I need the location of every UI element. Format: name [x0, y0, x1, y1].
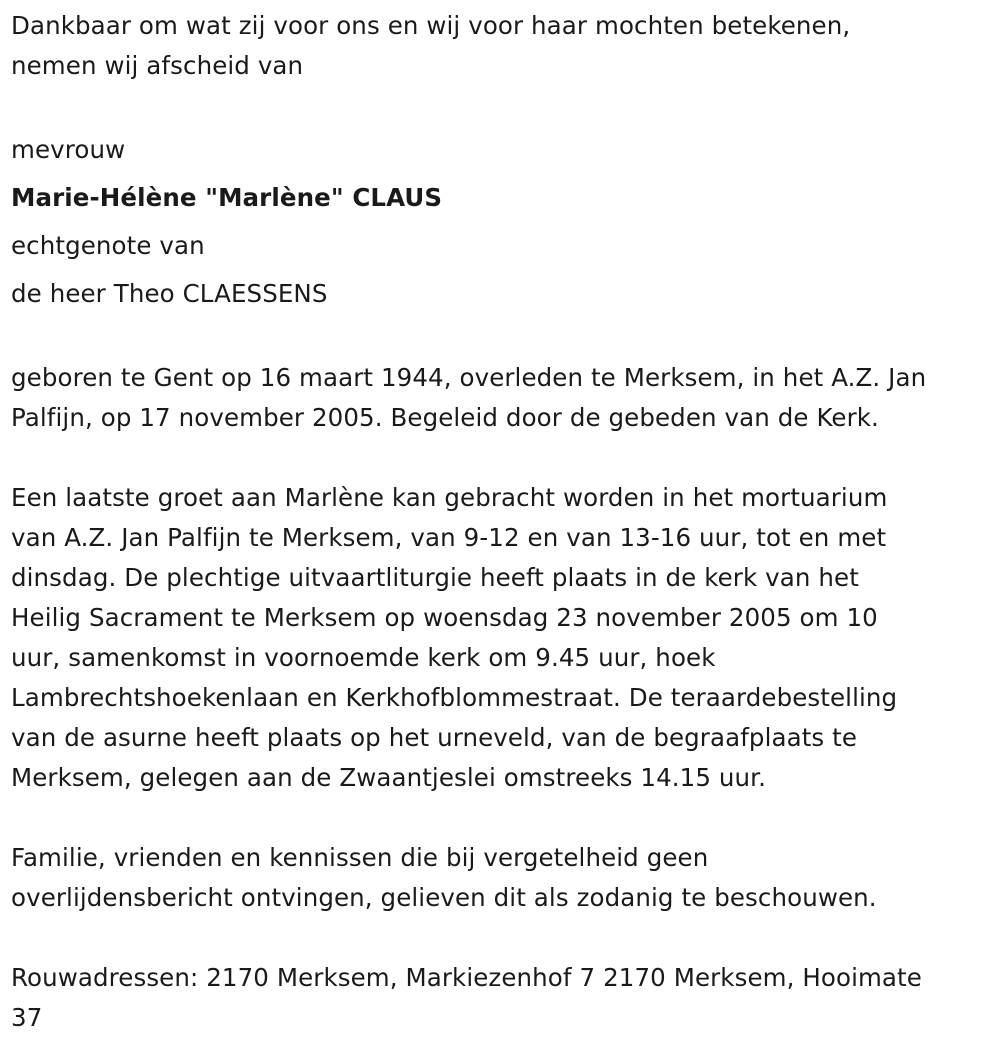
- ceremony-line: Merksem, gelegen aan de Zwaantjeslei omstreeks 14.15 uur.: [11, 763, 766, 792]
- notice-paragraph: [11, 838, 990, 918]
- ceremony-line: van A.Z. Jan Palfijn te Merksem, van 9-12 en van 13-16 uur, tot en met: [11, 523, 887, 552]
- ceremony-line: Heilig Sacrament te Merksem op woensdag 23 november 2005 om 10: [11, 603, 878, 632]
- addresses-paragraph: [11, 958, 990, 1038]
- ceremony-line: Lambrechtshoekenlaan en Kerkhofblommestraat. De teraardebestelling: [11, 683, 898, 712]
- intro-paragraph: [11, 6, 990, 86]
- ceremony-paragraph: [11, 478, 990, 798]
- intro-line: Dankbaar om wat zij voor ons en wij voor haar mochten betekenen,: [11, 11, 851, 40]
- deceased-relation: echtgenote van: [11, 231, 205, 260]
- ceremony-line: van de asurne heeft plaats op het urneveld, van de begraafplaats te: [11, 723, 858, 752]
- birth-death-line: Palfijn, op 17 november 2005. Begeleid door de gebeden van de Kerk.: [11, 403, 879, 432]
- spouse-name: de heer Theo CLAESSENS: [11, 279, 328, 308]
- ceremony-line: Een laatste groet aan Marlène kan gebracht worden in het mortuarium: [11, 483, 888, 512]
- notice-line: overlijdensbericht ontvingen, gelieven dit als zodanig te beschouwen.: [11, 883, 877, 912]
- birth-death-paragraph: [11, 358, 990, 438]
- notice-line: Familie, vrienden en kennissen die bij vergetelheid geen: [11, 843, 709, 872]
- birth-death-line: geboren te Gent op 16 maart 1944, overleden te Merksem, in het A.Z. Jan: [11, 363, 927, 392]
- addresses-line: Rouwadressen: 2170 Merksem, Markiezenhof 7 2170 Merksem, Hooimate: [11, 963, 922, 992]
- deceased-name: Marie-Hélène "Marlène" CLAUS: [11, 183, 443, 212]
- intro-line: nemen wij afscheid van: [11, 51, 304, 80]
- ceremony-line: uur, samenkomst in voornoemde kerk om 9.45 uur, hoek: [11, 643, 716, 672]
- addresses-line: 37: [11, 1003, 43, 1032]
- deceased-title: mevrouw: [11, 135, 126, 164]
- ceremony-line: dinsdag. De plechtige uitvaartliturgie heeft plaats in de kerk van het: [11, 563, 859, 592]
- deceased-block: [11, 126, 990, 318]
